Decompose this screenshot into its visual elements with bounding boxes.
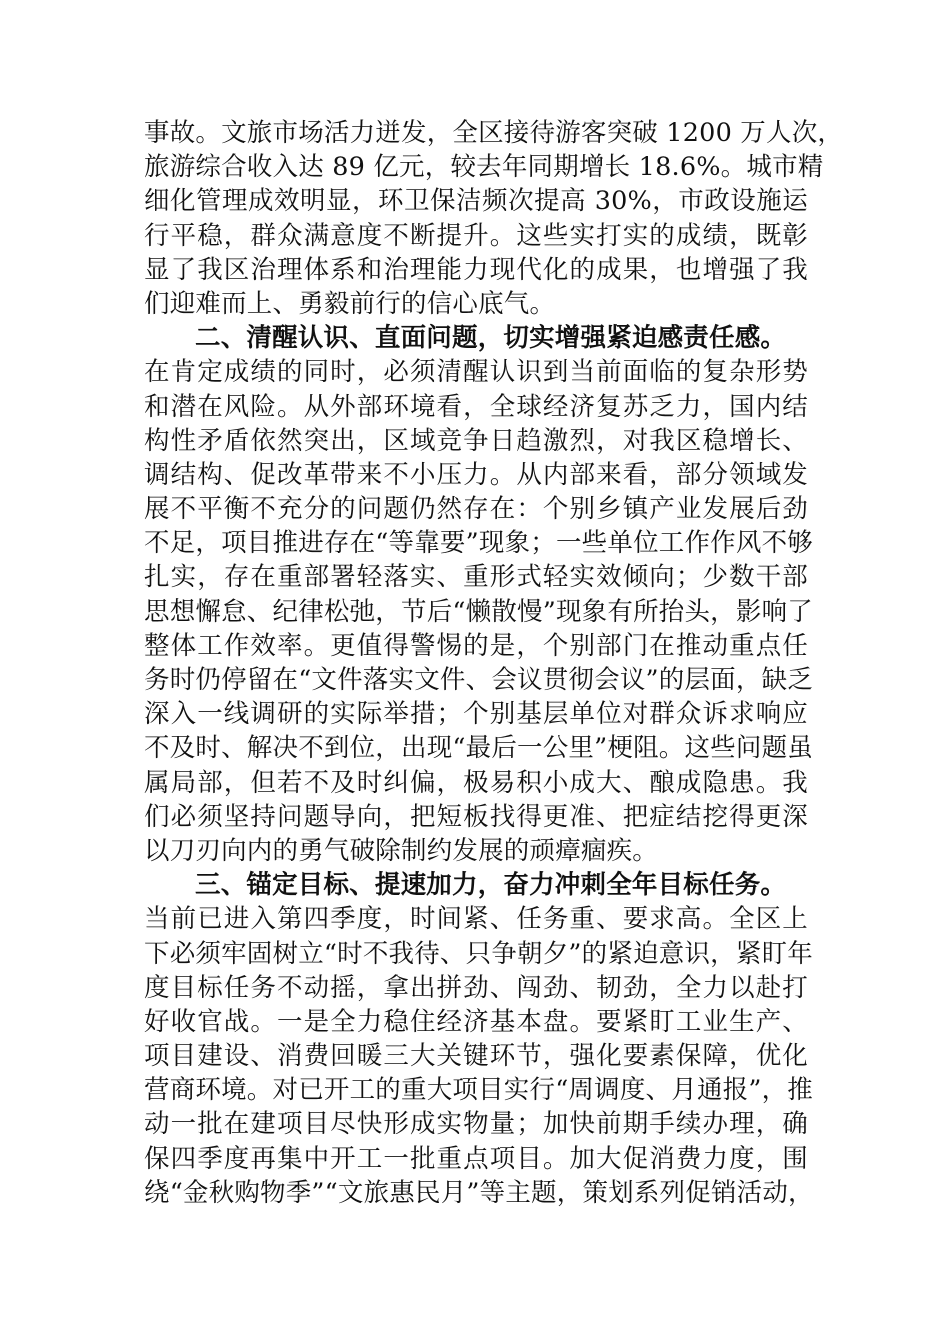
text-line: 深入一线调研的实际举措；个别基层单位对群众诉求响应 bbox=[144, 699, 808, 730]
section-heading-text: 二、清醒认识、直面问题，切实增强紧迫感责任感。 bbox=[195, 323, 787, 354]
text-line: 不及时、解决不到位，出现“最后一公里”梗阻。这些问题虽 bbox=[144, 733, 813, 764]
text-line: 们必须坚持问题导向，把短板找得更准、把症结挖得更深 bbox=[144, 801, 808, 832]
text-line: 当前已进入第四季度，时间紧、任务重、要求高。全区上 bbox=[144, 904, 808, 935]
text-line: 绕“金秋购物季”“文旅惠民月”等主题，策划系列促销活动， bbox=[144, 1177, 814, 1208]
text-line: 事故。文旅市场活力迸发，全区接待游客突破 1200 万人次， bbox=[144, 118, 844, 148]
paragraph-3 bbox=[144, 868, 814, 1210]
text-line: 务时仍停留在“文件落实文件、会议贯彻会议”的层面，缺乏 bbox=[144, 665, 813, 695]
paragraph-2 bbox=[144, 321, 813, 868]
text-line: 和潜在风险。从外部环境看，全球经济复苏乏力，国内结 bbox=[144, 391, 808, 422]
text-line: 营商环境。对已开工的重大项目实行“周调度、月通报”，推 bbox=[144, 1075, 813, 1106]
section-heading-text: 三、锚定目标、提速加力，奋力冲刺全年目标任务。 bbox=[195, 870, 787, 901]
text-line: 思想懈怠、纪律松弛，节后“懒散慢”现象有所抬头，影响了 bbox=[144, 596, 813, 627]
text-line: 旅游综合收入达 89 亿元，较去年同期增长 18.6%。城市精 bbox=[144, 152, 824, 183]
text-line: 在肯定成绩的同时，必须清醒认识到当前面临的复杂形势 bbox=[144, 357, 808, 388]
text-line: 下必须牢固树立“时不我待、只争朝夕”的紧迫意识，紧盯年 bbox=[144, 938, 813, 969]
text-line: 好收官战。一是全力稳住经济基本盘。要紧盯工业生产、 bbox=[144, 1006, 808, 1037]
text-line: 扎实，存在重部署轻落实、重形式轻实效倾向；少数干部 bbox=[144, 562, 808, 593]
text-line: 以刀刃向内的勇气破除制约发展的顽瘴痼疾。 bbox=[144, 835, 659, 866]
section-heading-2 bbox=[144, 321, 808, 355]
text-line: 动一批在建项目尽快形成实物量；加快前期手续办理，确 bbox=[144, 1109, 808, 1140]
text-line: 显了我区治理体系和治理能力现代化的成果，也增强了我 bbox=[144, 254, 808, 285]
text-line: 们迎难而上、勇毅前行的信心底气。 bbox=[144, 288, 556, 319]
text-line: 细化管理成效明显，环卫保洁频次提高 30%，市政设施运 bbox=[144, 186, 808, 217]
text-line: 调结构、促改革带来不小压力。从内部来看，部分领域发 bbox=[144, 459, 808, 490]
text-line: 行平稳，群众满意度不断提升。这些实打实的成绩，既彰 bbox=[144, 220, 808, 251]
text-line: 保四季度再集中开工一批重点项目。加大促消费力度，围 bbox=[144, 1143, 808, 1174]
document-body bbox=[144, 116, 844, 1210]
text-line: 整体工作效率。更值得警惕的是，个别部门在推动重点任 bbox=[144, 630, 808, 661]
section-heading-3 bbox=[144, 868, 808, 902]
text-line: 项目建设、消费回暖三大关键环节，强化要素保障，优化 bbox=[144, 1041, 808, 1072]
text-line: 不足，项目推进存在“等靠要”现象；一些单位工作作风不够 bbox=[144, 528, 813, 559]
text-line: 度目标任务不动摇，拿出拼劲、闯劲、韧劲，全力以赴打 bbox=[144, 972, 808, 1003]
text-line: 展不平衡不充分的问题仍然存在：个别乡镇产业发展后劲 bbox=[144, 494, 808, 525]
text-line: 属局部，但若不及时纠偏，极易积小成大、酿成隐患。我 bbox=[144, 767, 808, 798]
text-line: 构性矛盾依然突出，区域竞争日趋激烈，对我区稳增长、 bbox=[144, 425, 808, 456]
paragraph-1 bbox=[144, 116, 844, 321]
